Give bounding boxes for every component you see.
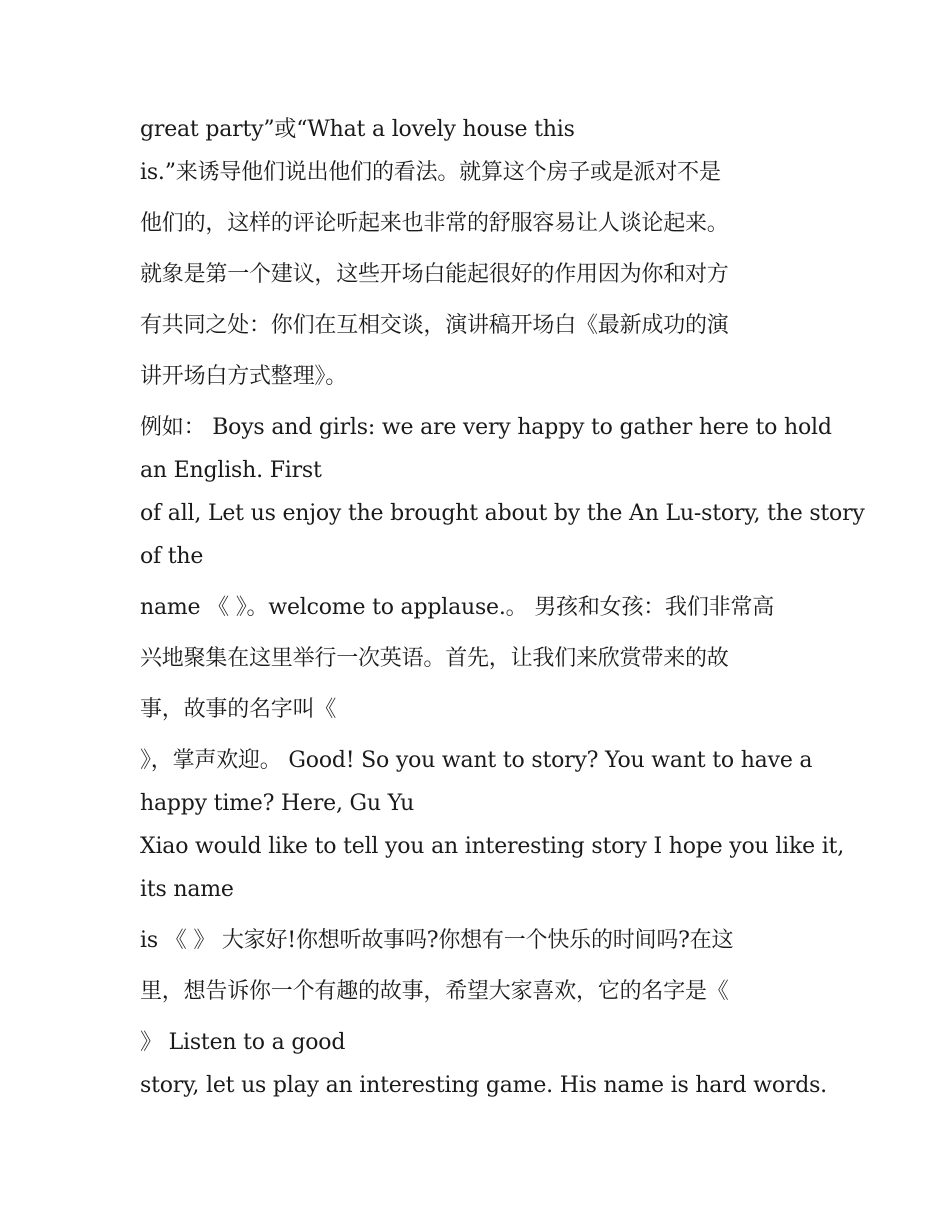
text-line: 有共同之处：你们在互相交谈，演讲稿开场白《最新成功的演 xyxy=(140,313,729,338)
text-line: Xiao would like to tell you an interesting story I hope you like it, xyxy=(140,834,844,859)
text-line: 他们的，这样的评论听起来也非常的舒服容易让人谈论起来。 xyxy=(140,211,729,236)
text-line: 事，故事的名字叫《 xyxy=(140,697,337,722)
text-line: 例如： Boys and girls: we are very happy to gather here to hold xyxy=(140,415,832,440)
text-line: its name xyxy=(140,877,234,902)
text-line: 就象是第一个建议，这些开场白能起很好的作用因为你和对方 xyxy=(140,262,729,287)
text-line: of the xyxy=(140,544,204,569)
text-line: is 《 》 大家好!你想听故事吗?你想有一个快乐的时间吗?在这 xyxy=(140,928,734,953)
text-line: 》，掌声欢迎。 Good! So you want to story? You want to have a xyxy=(140,748,813,773)
document-body xyxy=(140,110,865,1109)
text-line: name 《 》。welcome to applause.。 男孩和女孩：我们非常高 xyxy=(140,595,775,620)
text-line: an English. First xyxy=(140,458,322,483)
text-line: 》 Listen to a good xyxy=(140,1030,346,1055)
text-line: 里，想告诉你一个有趣的故事，希望大家喜欢，它的名字是《 xyxy=(140,979,729,1004)
text-line: happy time? Here, Gu Yu xyxy=(140,791,415,816)
text-line: 兴地聚集在这里举行一次英语。首先，让我们来欣赏带来的故 xyxy=(140,646,729,671)
text-line: story, let us play an interesting game. His name is hard words. xyxy=(140,1073,827,1098)
text-line: great party”或“What a lovely house this xyxy=(140,117,575,142)
text-line: of all, Let us enjoy the brought about by the An Lu-story, the story xyxy=(140,501,865,526)
text-line: 讲开场白方式整理》。 xyxy=(140,364,348,389)
text-line: is.”来诱导他们说出他们的看法。就算这个房子或是派对不是 xyxy=(140,160,721,185)
